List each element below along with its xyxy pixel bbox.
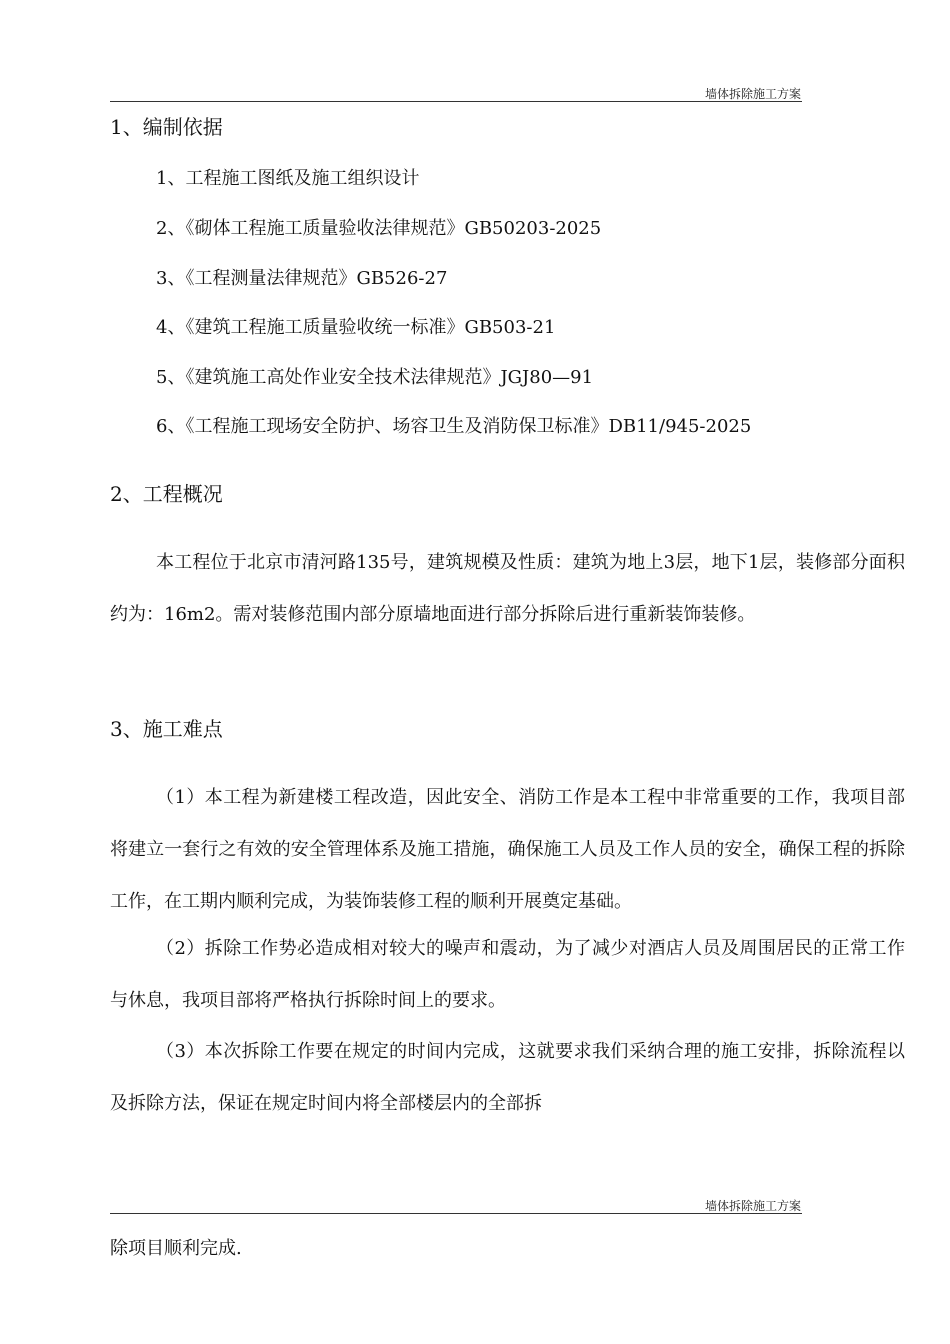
header-rule [110, 101, 802, 102]
reference-item: 1、工程施工图纸及施工组织设计 [156, 168, 420, 189]
reference-item: 5、《建筑施工高处作业安全技术法律规范》JGJ80—91 [156, 367, 594, 388]
header-rule [110, 1213, 802, 1214]
running-header-title: 墙体拆除施工方案 [704, 1199, 801, 1213]
reference-item: 2、《砌体工程施工质量验收法律规范》GB50203-2025 [156, 218, 602, 239]
overview-paragraph: 本工程位于北京市清河路135号，建筑规模及性质：建筑为地上3层，地下1层，装修部分面积约为：16m2。需对装修范围内部分原墙地面进行部分拆除后进行重新装饰装修。 [110, 552, 905, 625]
reference-item: 3、《工程测量法律规范》GB526-27 [156, 268, 448, 289]
difficulty-paragraph: （3）本次拆除工作要在规定的时间内完成，这就要求我们采纳合理的施工安排，拆除流程以及拆除方法，保证在规定时间内将全部楼层内的全部拆 [110, 1041, 905, 1114]
section-heading-basis: 1、编制依据 [110, 115, 223, 139]
difficulty-paragraph: （2）拆除工作势必造成相对较大的噪声和震动，为了减少对酒店人员及周围居民的正常工作与休息，我项目部将严格执行拆除时间上的要求。 [110, 938, 905, 1011]
reference-item: 4、《建筑工程施工质量验收统一标准》GB503-21 [156, 317, 556, 338]
continuation-text: 除项目顺利完成. [110, 1238, 242, 1259]
difficulty-paragraph: （1）本工程为新建楼工程改造，因此安全、消防工作是本工程中非常重要的工作，我项目部将建立一套行之有效的安全管理体系及施工措施，确保施工人员及工作人员的安全，确保工程的拆除工作，在工期内顺利完成，为装饰装修工程的顺利开展奠定基础。 [110, 787, 905, 912]
running-header-title: 墙体拆除施工方案 [704, 87, 801, 101]
section-heading-overview: 2、工程概况 [110, 482, 223, 506]
reference-item: 6、《工程施工现场安全防护、场容卫生及消防保卫标准》DB11/945-2025 [156, 416, 752, 437]
section-heading-difficulties: 3、施工难点 [110, 717, 223, 741]
